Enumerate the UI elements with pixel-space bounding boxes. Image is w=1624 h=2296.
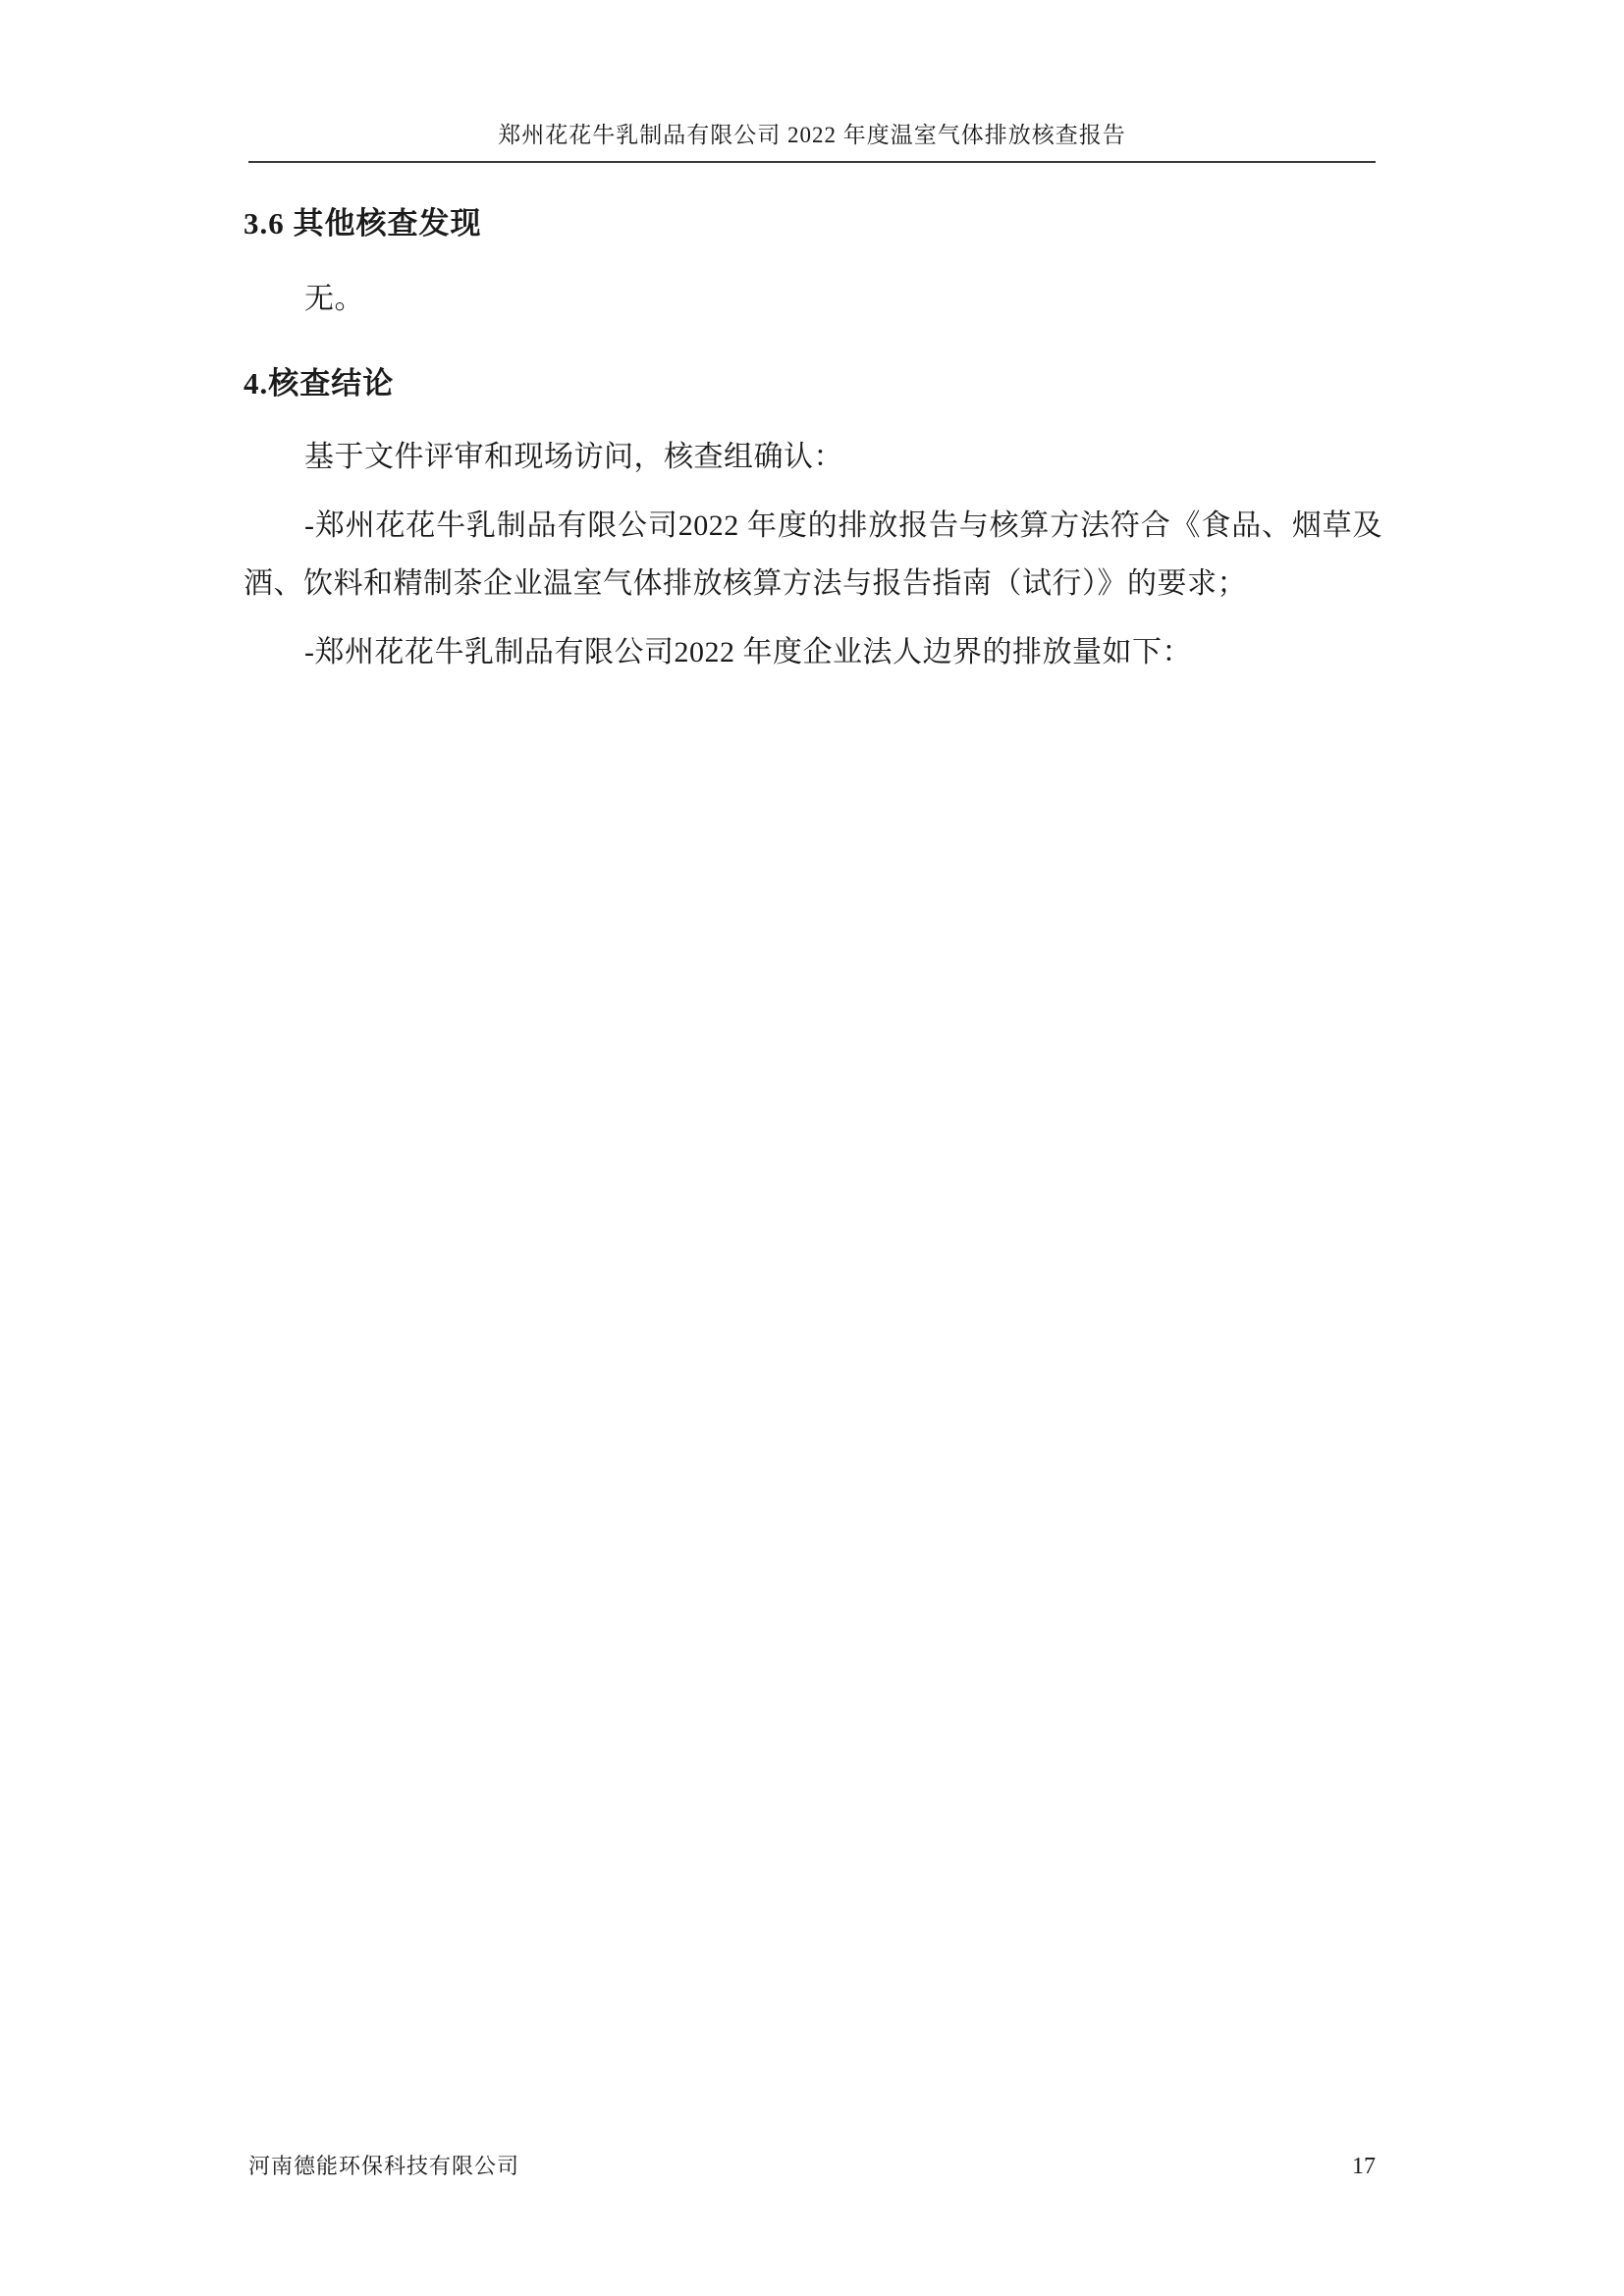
page-footer [248,2150,1376,2180]
section-heading-4: 4.核查结论 [244,366,395,400]
section-4-paragraph-1: 基于文件评审和现场访问，核查组确认： [304,440,843,473]
footer-company-name: 河南德能环保科技有限公司 [248,2154,520,2178]
running-header-title: 郑州花花牛乳制品有限公司 2022 年度温室气体排放核查报告 [498,123,1126,147]
footer-page-number: 17 [1352,2154,1376,2179]
page-content [244,201,1382,694]
section-4-paragraph-3: -郑州花花牛乳制品有限公司2022 年度企业法人边界的排放量如下： [304,636,1192,668]
header-divider [248,161,1376,163]
page-header [248,120,1376,163]
section-4-paragraph-2: -郑州花花牛乳制品有限公司2022 年度的排放报告与核算方法符合《食品、烟草及酒、饮料和精制茶企业温室气体排放核算方法与报告指南（试行）》的要求； [244,509,1382,600]
section-heading-3-6: 3.6 其他核查发现 [244,206,482,240]
section-3-6-paragraph-1: 无。 [304,282,364,315]
